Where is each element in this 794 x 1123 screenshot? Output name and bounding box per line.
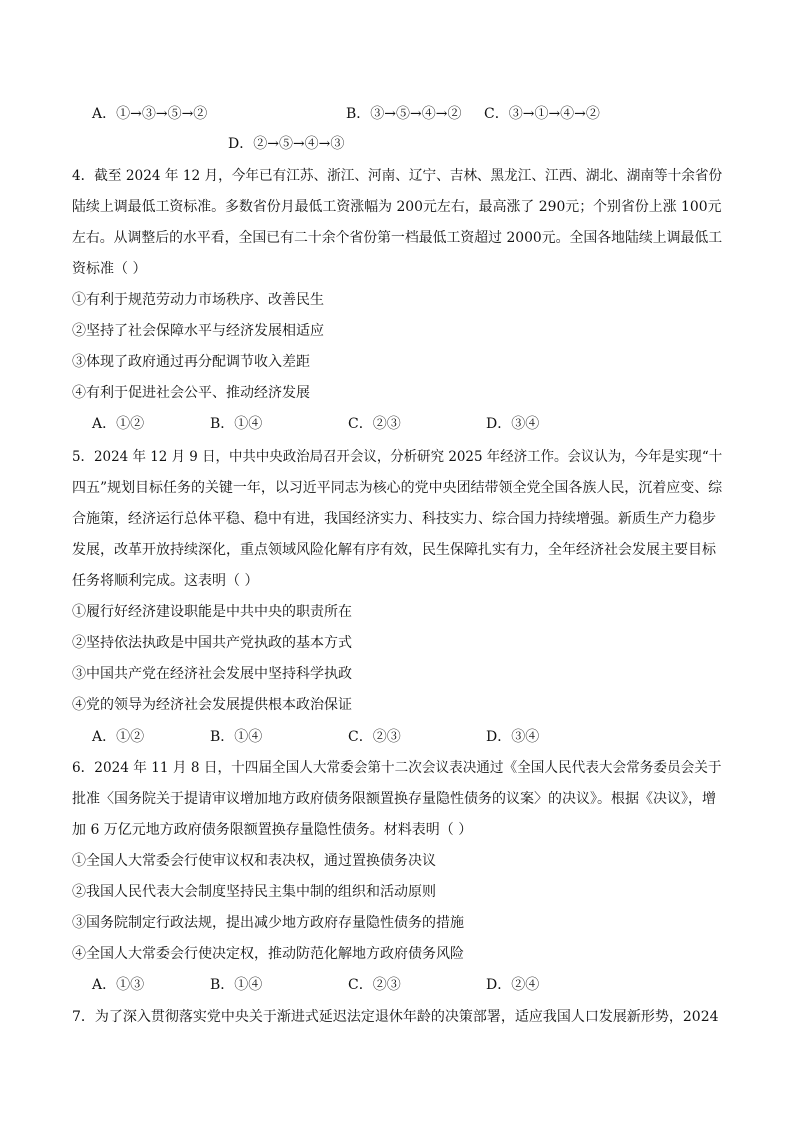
- option-a: A．①②: [92, 416, 145, 432]
- option-b: B．①④: [210, 977, 263, 993]
- option-d: D．③④: [486, 416, 540, 432]
- question-6-stem-line: 批准〈国务院关于提请审议增加地方政府债务限额置换存量隐性债务的议案〉的决议》。根据《决议》，增: [72, 791, 716, 807]
- question-5-stem-line: 任务将顺利完成。这表明（ ）: [72, 573, 259, 589]
- question-5-item-4: ④党的领导为经济社会发展提供根本政治保证: [72, 697, 352, 713]
- question-4-stem-line: 左右。从调整后的水平看，全国已有二十余个省份第一档最低工资超过 2000元。全国各地陆续上调最低工: [72, 230, 723, 246]
- question-5-stem-line: 5．2024 年 12 月 9 日，中共中央政治局召开会议，分析研究 2025 年经济工作。会议认为，今年是实现“十: [72, 449, 723, 465]
- option-d: D．②→⑤→④→③: [228, 136, 345, 152]
- question-4-stem-line: 4．截至 2024 年 12 月，今年已有江苏、浙江、河南、辽宁、吉林、黑龙江、江西、湖北、湖南等十余省份: [72, 168, 723, 184]
- question-5-item-3: ③中国共产党在经济社会发展中坚持科学执政: [72, 666, 352, 682]
- question-6-item-2: ②我国人民代表大会制度坚持民主集中制的组织和活动原则: [72, 884, 436, 900]
- question-4-stem-line: 资标准（ ）: [72, 261, 147, 277]
- option-b: B．③→⑤→④→②: [346, 106, 462, 122]
- question-5-item-1: ①履行好经济建设职能是中共中央的职责所在: [72, 604, 352, 620]
- option-d: D．③④: [486, 729, 540, 745]
- option-c: C．②③: [348, 977, 401, 993]
- question-4-item-1: ①有利于规范劳动力市场秩序、改善民生: [72, 292, 324, 308]
- question-5-stem-line: 发展，改革开放持续深化，重点领域风险化解有序有效，民生保障扎实有力，全年经济社会发展主要目标: [72, 542, 716, 558]
- question-6-item-3: ③国务院制定行政法规，提出减少地方政府存量隐性债务的措施: [72, 915, 464, 931]
- option-a: A．①→③→⑤→②: [92, 106, 208, 122]
- question-4-item-2: ②坚持了社会保障水平与经济发展相适应: [72, 323, 324, 339]
- option-c: C．③→①→④→②: [484, 106, 600, 122]
- question-6-stem-line: 加 6 万亿元地方政府债务限额置换存量隐性债务。材料表明（ ）: [72, 822, 473, 838]
- question-4-item-3: ③体现了政府通过再分配调节收入差距: [72, 354, 310, 370]
- question-4-item-4: ④有利于促进社会公平、推动经济发展: [72, 385, 310, 401]
- option-d: D．②④: [486, 977, 540, 993]
- question-4-stem-line: 陆续上调最低工资标准。多数省份月最低工资涨幅为 200元左右，最高涨了 290元；个别省份上涨 100元: [72, 199, 722, 215]
- option-b: B．①④: [210, 416, 263, 432]
- question-5-item-2: ②坚持依法执政是中国共产党执政的基本方式: [72, 635, 352, 651]
- option-b: B．①④: [210, 729, 263, 745]
- question-5-stem-line: 合施策，经济运行总体平稳、稳中有进，我国经济实力、科技实力、综合国力持续增强。新质生产力稳步: [72, 511, 716, 527]
- option-a: A．①②: [92, 729, 145, 745]
- question-7-stem-line: 7．为了深入贯彻落实党中央关于渐进式延迟法定退休年龄的决策部署，适应我国人口发展新形势，2024: [72, 1009, 719, 1025]
- question-5-stem-line: 四五”规划目标任务的关键一年，以习近平同志为核心的党中央团结带领全党全国各族人民，沉着应变、综: [72, 480, 723, 496]
- question-6-item-1: ①全国人大常委会行使审议权和表决权，通过置换债务决议: [72, 853, 436, 869]
- option-c: C．②③: [348, 416, 401, 432]
- option-c: C．②③: [348, 729, 401, 745]
- question-6-item-4: ④全国人大常委会行使决定权，推动防范化解地方政府债务风险: [72, 946, 464, 962]
- question-6-stem-line: 6．2024 年 11 月 8 日，十四届全国人大常委会第十二次会议表决通过《全国人民代表大会常务委员会关于: [72, 760, 722, 776]
- option-a: A．①③: [92, 977, 145, 993]
